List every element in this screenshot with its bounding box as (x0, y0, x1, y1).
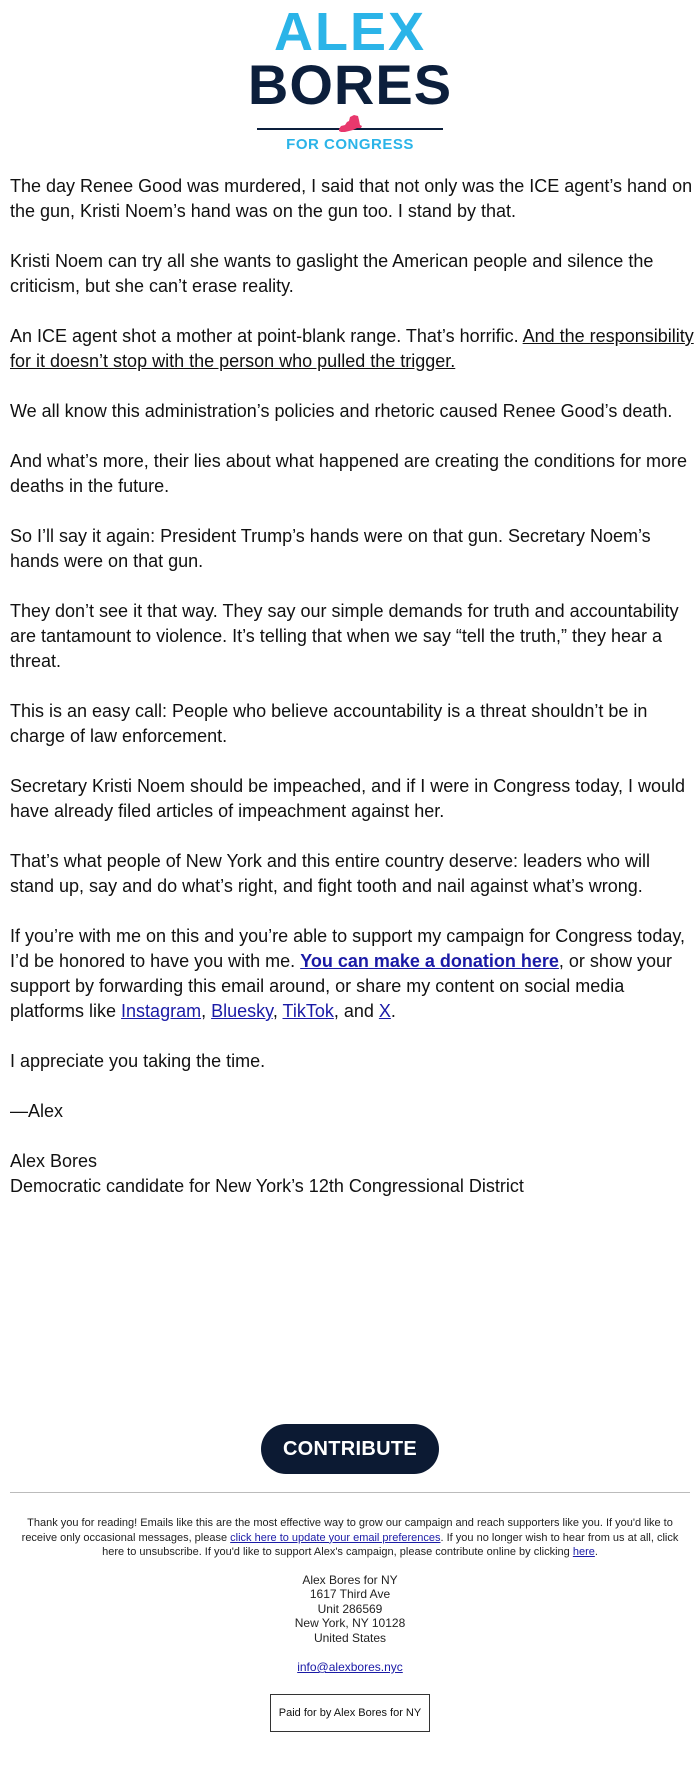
paragraph: Secretary Kristi Noem should be impeached, and if I were in Congress today, I would have already filed articles of impeachment against her. (10, 776, 685, 821)
paragraph: That’s what people of New York and this entire country deserve: leaders who will stand up, say and do what’s right, and fight tooth and nail against what’s wrong. (10, 851, 651, 896)
footer-text: Thank you for reading! Emails like this are the most effective way to grow our campaign and reach supporters like you. If you'd like to receive only occasional messages, please (21, 1517, 673, 1544)
footer-disclaimer (10, 1516, 690, 1560)
address-line: United States (313, 1630, 387, 1645)
contact-email-row (10, 1660, 690, 1675)
paragraph: We all know this administration’s policies and rhetoric caused Renee Good’s death. (10, 401, 673, 421)
tiktok-link[interactable]: TikTok (282, 1001, 334, 1021)
footer-divider (10, 1492, 690, 1493)
email-preferences-link[interactable]: click here to update your email preferences (230, 1531, 441, 1544)
separator: , (201, 1001, 212, 1021)
address-line: Unit 286569 (317, 1601, 383, 1616)
address-line: 1617 Third Ave (309, 1587, 391, 1601)
address-line: Alex Bores for NY (302, 1572, 398, 1587)
paragraph-text: If you’re with me on this and you’re able to support my campaign for Congress today, I’d be honored to have you with me. (10, 926, 686, 971)
underlined-statement: And the responsibility for it doesn’t stop with the person who pulled the trigger. (10, 326, 694, 371)
donation-link[interactable]: You can make a donation here (300, 951, 559, 971)
signature-name: Alex Bores (10, 1151, 98, 1171)
campaign-logo (0, 2, 700, 154)
logo-tagline: FOR CONGRESS (286, 136, 414, 153)
email-footer (10, 1516, 690, 1732)
separator: . (390, 1001, 396, 1021)
paragraph: This is an easy call: People who believe accountability is a threat shouldn’t be in charge of law enforcement. (10, 701, 648, 746)
logo-first-name: ALEX (273, 2, 427, 62)
paragraph-text: An ICE agent shot a mother at point-blank range. That’s horrific. (10, 326, 523, 346)
paid-for-disclaimer: Paid for by Alex Bores for NY (270, 1694, 430, 1732)
paragraph (10, 324, 694, 374)
paragraph: So I’ll say it again: President Trump’s hands were on that gun. Secretary Noem’s hands were on that gun. (10, 526, 651, 571)
logo-divider (257, 114, 443, 134)
paragraph-donate (10, 924, 694, 1024)
paragraph: I appreciate you taking the time. (10, 1051, 266, 1071)
footer-text: . If you no longer wish to hear from us at all, click here to unsubscribe. If you'd like to support Alex's campaign, please contribute online by clicking (102, 1531, 679, 1558)
paragraph: And what’s more, their lies about what happened are creating the conditions for more deaths in the future. (10, 451, 688, 496)
address-line: New York, NY 10128 (294, 1616, 406, 1630)
paragraph-text: , or show your support by forwarding this email around, or share my content on social media platforms like (10, 951, 672, 1021)
separator: , (272, 1001, 283, 1021)
signature-title: Democratic candidate for New York’s 12th Congressional District (10, 1176, 524, 1196)
paragraph: The day Renee Good was murdered, I said that not only was the ICE agent’s hand on the gun, Kristi Noem’s hand was on the gun too. I stand by that. (10, 176, 693, 221)
x-link[interactable]: X (378, 1001, 391, 1021)
separator: , and (333, 1001, 379, 1021)
mailing-address (10, 1573, 690, 1646)
contact-email-link[interactable]: info@alexbores.nyc (297, 1660, 403, 1674)
logo-last-name: BORES (247, 53, 453, 116)
paragraph: Kristi Noem can try all she wants to gaslight the American people and silence the criticism, but she can’t erase reality. (10, 251, 654, 296)
bluesky-link[interactable]: Bluesky (211, 1001, 273, 1021)
paragraph: They don’t see it that way. They say our simple demands for truth and accountability are tantamount to violence. It’s telling that when we say “tell the truth,” they hear a threat. (10, 601, 679, 671)
signoff: —Alex (10, 1101, 64, 1121)
new-york-state-icon (257, 114, 443, 134)
contribute-button[interactable]: CONTRIBUTE (261, 1424, 439, 1474)
contribute-section (0, 1424, 700, 1474)
instagram-link[interactable]: Instagram (121, 1001, 202, 1021)
footer-text: . (594, 1546, 598, 1558)
email-body (10, 174, 694, 1199)
contribute-here-link[interactable]: here (572, 1546, 595, 1558)
